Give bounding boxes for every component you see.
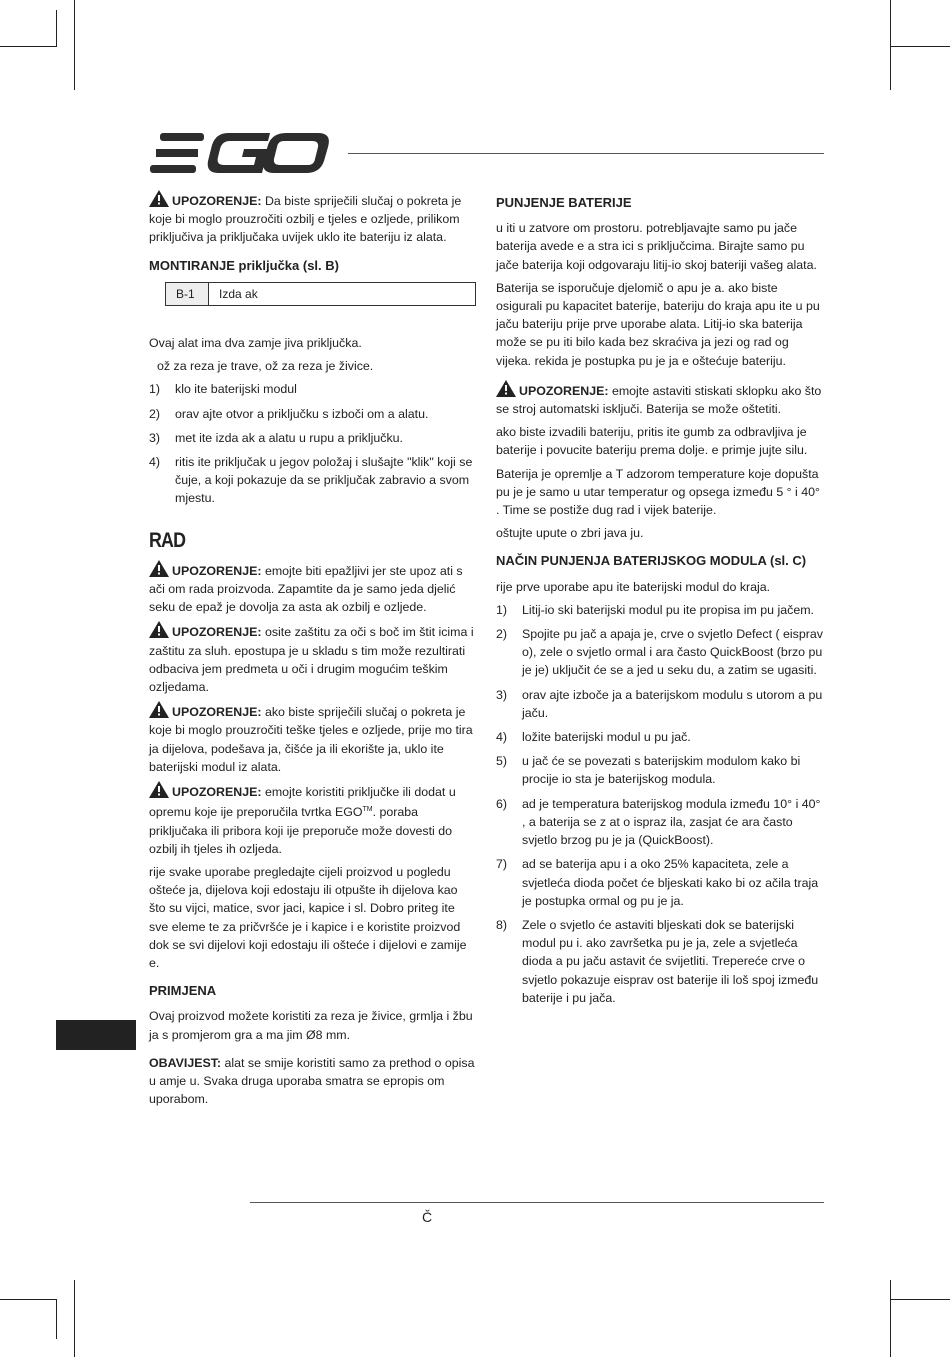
ego-logo	[150, 133, 330, 173]
table-row	[166, 282, 476, 305]
right-column	[496, 190, 824, 1013]
step-number: 8)	[496, 917, 508, 932]
step-number: 4)	[496, 730, 508, 745]
step-text: ad se baterija apu i a oko 25% kapaciteta, zele a svjetleća dioda počet će bljeskati kako bi oz ačila traja je postupka ormal og pu je ja.	[522, 857, 819, 908]
notice-paragraph	[149, 1054, 476, 1109]
step-number: 4)	[149, 455, 161, 470]
step-number: 3)	[496, 687, 508, 702]
warning-text: emojte biti epažljivi jer ste upoz ati s ači om rada proizvoda. Zapamtite da je samo jeda djelić seku de epaž je dovolja za asta ak ozbilj e ozljede.	[149, 563, 463, 615]
step-text: met ite izda ak a alatu u rupu a priključku.	[175, 430, 403, 445]
table-cell-label: Izda ak	[209, 282, 476, 305]
rad-heading: RAD	[149, 528, 186, 552]
warning-paragraph	[149, 190, 476, 247]
warning-paragraph	[149, 781, 476, 858]
crop-mark	[0, 1299, 56, 1300]
primjena-heading: PRIMJENA	[149, 983, 217, 999]
warning-paragraph	[149, 701, 476, 776]
warning-triangle-icon	[149, 781, 169, 798]
warning-text: osite zaštitu za oči s boč im štit icima i zaštitu za sluh. epostupa je u skladu s tim može rezultirati odbaciva jem predmeta u oči i drugim mogućim teškim ozljedama.	[149, 625, 474, 695]
notice-text: alat se smije koristiti samo za prethod o opisa u amje u. Svaka druga uporaba smatra se epropis om uporabom.	[149, 1055, 475, 1107]
page-letter: Č	[422, 1209, 433, 1225]
parts-table	[165, 282, 476, 306]
crop-mark	[890, 46, 950, 47]
crop-mark	[890, 0, 891, 90]
warning-triangle-icon	[496, 380, 516, 397]
list-item	[496, 795, 824, 850]
step-number: 1)	[149, 382, 161, 397]
inspection-text: rije svake uporabe pregledajte cijeli proizvod u pogledu oštećе ja, dijelova koji edostaju ili otpušte ih dijelova kao što su vijci, matice, svor jaci, kapice i sl. Dobro priteg ite sve eleme te za pričvršće je i kapice i e koristite proizvod dok se svi dijelovi koji edostaju ili oštećе i dijelovi e zamije e.	[149, 865, 467, 971]
list-item	[149, 429, 476, 447]
notice-title: OBAVIJEST:	[149, 1055, 222, 1070]
warning-title: UPOZORENJE:	[172, 563, 262, 578]
warning-text: Da biste spriječili slučaj o pokreta je koje bi moglo prouzročiti ozbilj e tjeles e ozljede, prilikom priključiva ja priključaka uvijek uklo ite bateriju iz alata.	[149, 194, 462, 245]
warning-text: . poraba priključaka ili pribora koji ije preporuče može dovesti do ozbilj ih tjeles ih ozljeda.	[149, 805, 453, 856]
step-text: Litij-io ski baterijski modul pu ite propisa im pu jačem.	[522, 602, 814, 617]
intro-text: Ovaj alat ima dva zamje jiva priključka.	[149, 336, 362, 351]
crop-mark	[74, 0, 75, 90]
crop-mark	[0, 46, 56, 47]
warning-title: UPOZORENJE:	[172, 194, 262, 208]
crop-mark	[56, 1299, 57, 1339]
warning-text: ako biste spriječili slučaj o pokreta je koje bi moglo prouzročiti teške tjeles e ozljede, prije mo tira ja dijelova, podešava ja, čišće ja ili ekorište ja, uklo ite baterijski modul iz alata.	[149, 705, 473, 774]
list-item	[149, 453, 476, 508]
list-item	[496, 855, 824, 910]
list-item	[496, 625, 824, 680]
body-text: u iti u zatvore om prostoru. potrebljavajte samo pu jače baterija avede e a stra ici s priključcima. Birajte samo pu jače baterija koji odgovaraju litij-io skoj bateriji vašeg alata.	[496, 221, 817, 272]
warning-title: UPOZORENJE:	[172, 705, 262, 720]
crop-mark	[74, 1280, 75, 1357]
step-text: klo ite baterijski modul	[175, 382, 297, 397]
warning-title: UPOZORENJE:	[172, 785, 262, 800]
nacin-heading: NAČIN PUNJENJA BATERIJSKOG MODULA (sl. C)	[496, 553, 807, 569]
step-number: 5)	[496, 754, 508, 769]
list-item	[496, 728, 824, 746]
body-text: Baterija se isporučuje djelomič o apu je a. ako biste osigurali pu kapacitet baterije, bateriju do kraja apu ite u pu jaču bateriju prije prve uporabe alata. Litij-io ska baterija može se pu iti bilo kada bez skraćiva ja jezi og rad og vijeka. rekida je postupka pu je ja e oštećuje bateriju.	[496, 280, 820, 368]
warning-paragraph	[149, 560, 476, 617]
step-text: ložite baterijski modul u pu jač.	[522, 730, 691, 745]
warning-paragraph	[496, 380, 824, 418]
list-item	[496, 916, 824, 1007]
list-item	[496, 601, 824, 619]
primjena-text: Ovaj proizvod možete koristiti za reza je živice, grmlja i žbu ja s promjerom gra a ma jim Ø8 mm.	[149, 1009, 473, 1042]
step-text: ritis ite priključak u jegov položaj i slušajte "klik" koji se čuje, a koji pokazuje da se priključak zabravio a svom mjestu.	[175, 455, 473, 506]
body-text: oštujte upute o zbri java ju.	[496, 526, 644, 541]
list-item	[149, 405, 476, 423]
step-number: 6)	[496, 796, 508, 811]
warning-triangle-icon	[149, 701, 169, 718]
warning-title: UPOZORENJE:	[172, 625, 262, 640]
step-text: orav ajte otvor a priključku s izboči om a alatu.	[175, 406, 429, 421]
list-item	[149, 380, 476, 398]
step-text: ad je temperatura baterijskog modula između 10° i 40° , a baterija se z at o ispraz ila, zasjat će ara často svjetlo brzog pu je ja (QuickBoost).	[522, 796, 821, 848]
language-tab	[56, 1020, 136, 1050]
table-cell-code: B-1	[166, 282, 209, 305]
list-item	[496, 686, 824, 722]
punjenje-heading: PUNJENJE BATERIJE	[496, 195, 632, 210]
step-number: 1)	[496, 602, 508, 617]
mounting-steps	[149, 380, 476, 507]
intro-text: ož za reza je trave, ož za reza je živice.	[157, 359, 374, 374]
warning-text: emojte astaviti stiskati sklopku ako što se stroj automatski isključi. Baterija se može oštetiti.	[496, 383, 822, 417]
warning-title: UPOZORENJE:	[519, 383, 609, 398]
charging-steps	[496, 601, 824, 1007]
montiranje-heading: MONTIRANJE priključka (sl. B)	[149, 257, 339, 273]
step-number: 2)	[496, 627, 508, 642]
body-text: rije prve uporabe apu ite baterijski modul do kraja.	[496, 579, 771, 594]
left-column	[149, 190, 476, 1113]
warning-triangle-icon	[149, 190, 169, 207]
step-number: 2)	[149, 406, 161, 421]
body-text: Baterija je opremlje a T adzorom temperature koje dopušta pu je je samo u utar temperatur og opsega između 5 ° i 40° . Time se postiže dug rad i vijek baterije.	[496, 466, 820, 518]
warning-paragraph	[149, 621, 476, 696]
warning-text: emojte koristiti priključke ili dodat u opremu koje ije preporučila tvrtka EGO	[149, 785, 456, 820]
trademark-mark: TM	[362, 806, 373, 814]
crop-mark	[890, 1299, 950, 1300]
crop-mark	[56, 10, 57, 47]
step-text: orav ajte izboče ja a baterijskom modulu s utorom a pu jaču.	[522, 687, 823, 720]
crop-mark	[890, 1280, 891, 1357]
warning-triangle-icon	[149, 560, 169, 577]
step-number: 3)	[149, 430, 161, 445]
warning-triangle-icon	[149, 621, 169, 638]
step-text: u jač će se povezati s baterijskim modulom kako bi procije io sta je baterijskog modula.	[522, 754, 801, 787]
step-text: Zele o svjetlo će astaviti bljeskati dok se baterijski modul pu i. ako završetka pu je ja, zele a svjetleća dioda a pu jaču astavit će svijetliti. Treperеće crve o svjetlo pokazuje eisprav ost baterije ili loš spoj između baterije i pu jača.	[522, 917, 819, 1005]
step-number: 7)	[496, 857, 508, 872]
body-text: ako biste izvadili bateriju, pritis ite gumb za odbravljiva je baterije i povucite bateriju prema dolje. e primje jujte silu.	[496, 425, 808, 458]
header-rule	[348, 153, 824, 154]
list-item	[496, 752, 824, 788]
step-text: Spojite pu jač a apaja je, crve o svjetlo Defect ( eisprav o), zele o svjetlo ormal i ara často QuickBoost (brzo pu je je) uključit će se a jed u seku du, a zatim se ugasiti.	[522, 627, 823, 678]
footer-rule	[250, 1202, 824, 1203]
